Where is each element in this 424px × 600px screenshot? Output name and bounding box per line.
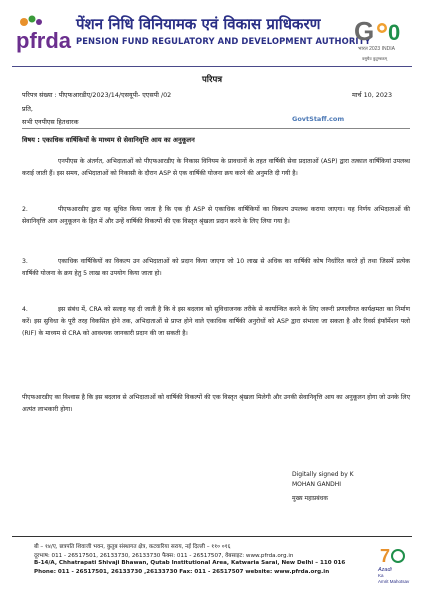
addressee: सभी एनपीएस हितधारक	[22, 118, 79, 126]
paragraph-number: 4.	[22, 306, 28, 313]
paragraph-1	[22, 156, 410, 180]
pfrda-logo	[14, 14, 72, 56]
digital-signature-line2: MOHAN GANDHI	[292, 481, 342, 488]
document-title: परिपत्र	[201, 75, 223, 85]
paragraph-4	[22, 304, 410, 340]
footer-address-english: B-14/A, Chhatrapati Shivaji Bhawan, Qutab Institutional Area, Katwaria Sarai, New Delhi – 110 016	[34, 560, 346, 566]
paragraph-text: पीएफआरडीए द्वारा यह सूचित किया जाता है कि एक ही ASP से एकाधिक वार्षिकियों का विकल्प उपलब्ध कराया जाएगा। यह निर्णय अभिदाताओं की सेवानिवृत्ति आय अनुकूलन के हित में और उन्हें वार्षिकी विकल्पों की एक विस्तृत श्रृंखला प्रदान करने के लिए लिया गया है।	[22, 206, 410, 225]
paragraph-3	[22, 256, 410, 280]
svg-text:Amrit Mahotsav: Amrit Mahotsav	[378, 579, 410, 584]
footer-phone-hindi: दूरभाष: 011 - 26517501, 26133730, 26133730 फैक्स: 011 - 26517507, वेबसाइट: www.pfrda.org.in	[34, 553, 294, 559]
svg-text:भारत 2023 INDIA: भारत 2023 INDIA	[358, 46, 395, 52]
org-name-english: PENSION FUND REGULATORY AND DEVELOPMENT AUTHORITY	[76, 36, 371, 46]
subject-divider	[22, 128, 410, 129]
subject-line: विषय : एकाधिक वार्षिकियों के माध्यम से सेवानिवृत्ति आय का अनुकूलन	[22, 136, 195, 144]
paragraph-text: इस संबंध में, CRA को सलाह यह दी जाती है कि वे इस बदलाव को सुविधाजनक तरीके से कार्यान्वित करने के लिए जरूरी प्रणालीगत कार्यक्षमता का निर्माण करें। इस सुविधा के पूरी तरह विकसित होने तक, अभिदाताओं से प्राप्त होने वाले एकाधिक वार्षिकी अनुरोधों को ASP द्वारा संभाला जा सकता है और रिवर्स इंफॉर्मेशन फ्लो (RIF) के माध्यम से CRA को आवश्यक जानकारी प्रदान की जा सकती है।	[22, 306, 410, 337]
org-name-hindi: पेंशन निधि विनियामक एवं विकास प्राधिकरण	[76, 15, 321, 33]
svg-text:G: G	[354, 16, 375, 46]
paragraph-text: एनपीएस के अंतर्गत, अभिदाताओं को पीएफआरडीए के निकास विनियम के प्रावधानों के तहत वार्षिकी सेवा प्रदाताओं (ASP) द्वारा तत्काल वार्षिकियां उपलब्ध कराई जाती हैं। इस समय, अभिदाताओं को निकासी के दौरान ASP से एक वार्षिकी योजना क्रय करने की अनुमति दी गयी है।	[22, 158, 410, 177]
paragraph-text: पीएफआरडीए का विश्वास है कि इस बदलाव से अभिदाताओं को वार्षिकी विकल्पों की एक विस्तृत श्रृंखला मिलेगी और उनकी सेवानिवृत्ति आय का अनुकूलन होगा जो उनके लिए अत्यंत लाभकारी होगा।	[22, 394, 410, 413]
svg-text:Azadi: Azadi	[378, 567, 392, 573]
signatory-designation: मुख्य महाप्रबंधक	[292, 495, 328, 502]
svg-text:7: 7	[380, 546, 391, 566]
signature-block	[292, 470, 354, 504]
svg-text:0: 0	[388, 20, 401, 45]
footer-phone-english: Phone: 011 - 26517501, 26133730 ,26133730 Fax: 011 - 26517507 website: www.pfrda.org.in	[34, 569, 330, 575]
g20-caption: वसुधैव कुटुम्बकम्	[362, 56, 388, 61]
paragraph-number: 3.	[22, 258, 28, 265]
paragraph-text: एकाधिक वार्षिकियों का विकल्प उन अभिदाताओं को प्रदान किया जाएगा जो 10 लाख से अधिक का वार्षिकी कोष निर्धारित करते हों तथा जिसमें प्रत्येक वार्षिकी योजना के क्रय हेतु 5 लाख का उपयोग किया जाता हो।	[22, 258, 410, 277]
circular-date: मार्च 10, 2023	[352, 91, 393, 99]
footer-address-hindi: बी – १४/ए, छत्रपति शिवाजी भवन, कुतुब संस्थागत क्षेत्र, कटवारिया सराय, नई दिल्ली – ११० ०१६	[34, 544, 231, 550]
paragraph-2	[22, 204, 410, 228]
paragraph-number: 2.	[22, 206, 28, 213]
watermark: GovtStaff.com	[292, 115, 345, 123]
header-divider	[12, 66, 412, 67]
azadi-ka-amrit-mahotsav-logo	[376, 544, 416, 584]
circular-number: परिपत्र संख्या : पीएफआरडीए/2023/14/एसयूपी- एएसपी /02	[22, 91, 172, 99]
addressee-label: प्रति,	[22, 105, 33, 113]
g20-logo	[352, 10, 412, 56]
svg-text:pfrda: pfrda	[16, 28, 71, 53]
digital-signature-line1: Digitally signed by K	[292, 471, 354, 478]
svg-text:Ka: Ka	[378, 573, 384, 578]
paragraph-5	[22, 392, 410, 416]
footer-divider	[12, 536, 412, 537]
